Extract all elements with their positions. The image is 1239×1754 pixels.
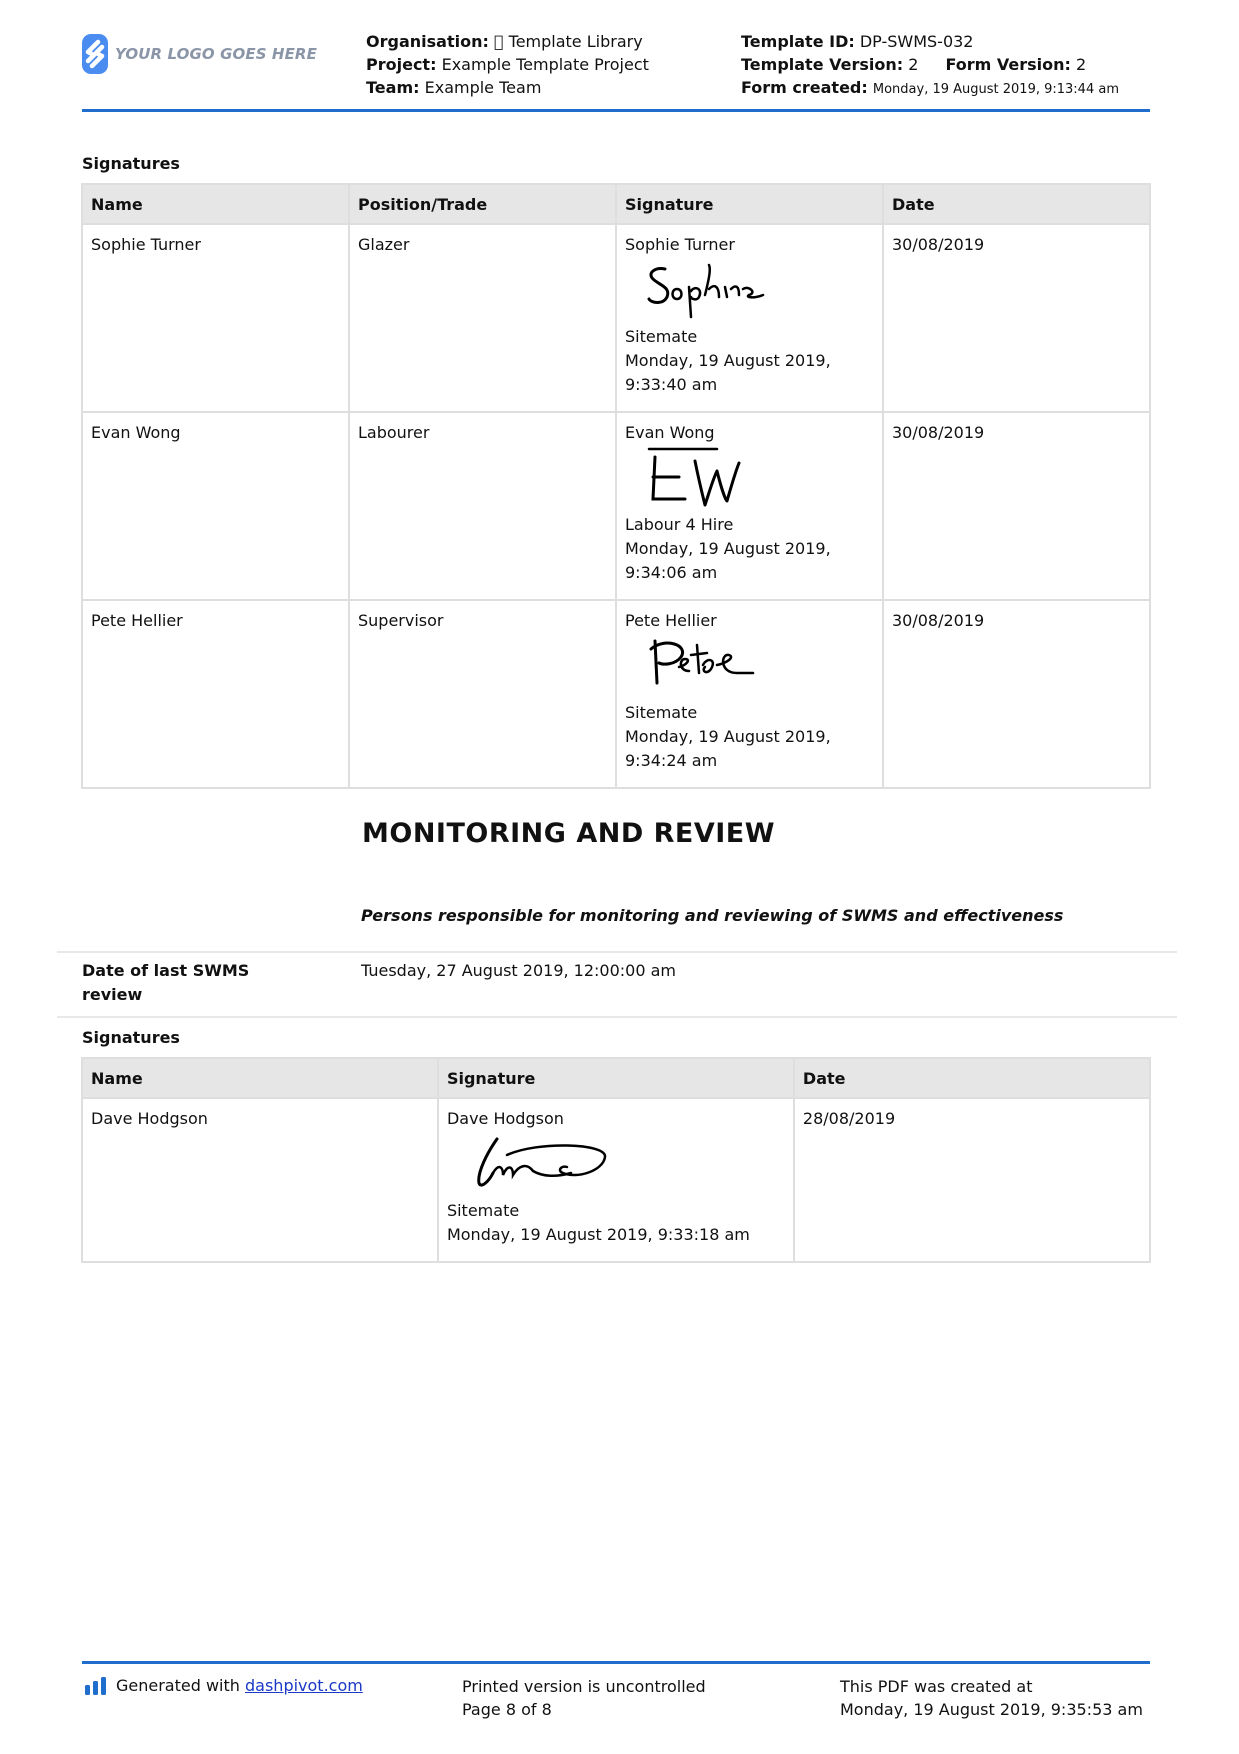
signed-timestamp-line-2: 9:33:40 am bbox=[625, 375, 718, 394]
form-created-line bbox=[741, 76, 1119, 101]
organisation-value: Template Library bbox=[493, 32, 628, 51]
table-row bbox=[82, 224, 1150, 412]
pdf-created-timestamp: Monday, 19 August 2019, 9:35:53 am bbox=[840, 1700, 1143, 1719]
column-header-name: Name bbox=[82, 184, 349, 224]
template-version-label: Template Version: bbox=[741, 55, 904, 74]
monitoring-section-subtitle: Persons responsible for monitoring and reviewing of SWMS and effectiveness bbox=[361, 906, 1064, 925]
signed-timestamp-line-1: Monday, 19 August 2019, bbox=[625, 727, 831, 746]
handwritten-signature-image bbox=[645, 447, 775, 507]
form-version-label: Form Version: bbox=[945, 55, 1071, 74]
template-id-label: Template ID: bbox=[741, 32, 855, 51]
cell-date: 30/08/2019 bbox=[883, 412, 1150, 600]
header-template-block bbox=[741, 30, 1119, 101]
team-label: Team: bbox=[366, 78, 420, 97]
team-line bbox=[366, 76, 649, 99]
cell-signature bbox=[616, 224, 883, 412]
last-review-label-line-1: Date of last SWMS bbox=[82, 961, 250, 980]
cell-signature bbox=[616, 600, 883, 788]
signer-organisation: Sitemate bbox=[446, 1201, 520, 1220]
column-header-date: Date bbox=[883, 184, 1150, 224]
review-signatures-heading: Signatures bbox=[82, 1028, 180, 1047]
cell-position: Supervisor bbox=[349, 600, 616, 788]
signer-name: Dave Hodgson bbox=[446, 1109, 564, 1128]
signer-name: Pete Hellier bbox=[625, 611, 717, 630]
form-created-label: Form created: bbox=[741, 78, 868, 97]
cell-date: 30/08/2019 bbox=[883, 600, 1150, 788]
header-divider bbox=[82, 109, 1150, 112]
version-line bbox=[741, 53, 1119, 76]
project-value: Example Template Project bbox=[441, 55, 649, 74]
table-row bbox=[82, 600, 1150, 788]
dashpivot-link[interactable]: dashpivot.com bbox=[245, 1676, 363, 1695]
table-header-row bbox=[82, 184, 1150, 224]
cell-name: Evan Wong bbox=[82, 412, 349, 600]
column-header-signature: Signature bbox=[438, 1058, 794, 1098]
cell-name: Dave Hodgson bbox=[82, 1098, 438, 1262]
table-row bbox=[82, 412, 1150, 600]
logo-mark-icon bbox=[82, 34, 108, 74]
pdf-created-label: This PDF was created at bbox=[840, 1677, 1033, 1696]
table-row bbox=[82, 1098, 1150, 1262]
cell-signature bbox=[438, 1098, 794, 1262]
table-header-row bbox=[82, 1058, 1150, 1098]
cell-position: Glazer bbox=[349, 224, 616, 412]
column-header-name: Name bbox=[82, 1058, 438, 1098]
footer-created-info bbox=[840, 1675, 1143, 1721]
cell-date: 28/08/2019 bbox=[794, 1098, 1150, 1262]
cell-name: Sophie Turner bbox=[82, 224, 349, 412]
organisation-label: Organisation: bbox=[366, 32, 489, 51]
signer-organisation: Sitemate bbox=[625, 703, 698, 722]
project-line bbox=[366, 53, 649, 76]
handwritten-signature-image bbox=[467, 1133, 617, 1193]
column-header-signature: Signature bbox=[616, 184, 883, 224]
logo-text: YOUR LOGO GOES HERE bbox=[115, 45, 317, 63]
signed-timestamp-line-2: 9:34:06 am bbox=[625, 563, 718, 582]
uncontrolled-notice: Printed version is uncontrolled bbox=[462, 1677, 706, 1696]
handwritten-signature-image bbox=[645, 259, 775, 319]
signatures-table bbox=[81, 183, 1151, 789]
handwritten-signature-image bbox=[645, 635, 775, 695]
page-number: Page 8 of 8 bbox=[462, 1700, 552, 1719]
last-review-label bbox=[82, 959, 249, 1007]
team-value: Example Team bbox=[424, 78, 542, 97]
cell-date: 30/08/2019 bbox=[883, 224, 1150, 412]
signed-timestamp-line-2: 9:34:24 am bbox=[625, 751, 718, 770]
form-created-value: Monday, 19 August 2019, 9:13:44 am bbox=[872, 82, 1119, 97]
organisation-line bbox=[366, 30, 649, 53]
dashpivot-bars-icon bbox=[84, 1676, 108, 1696]
generated-prefix: Generated with bbox=[116, 1676, 245, 1695]
last-review-value: Tuesday, 27 August 2019, 12:00:00 am bbox=[361, 961, 677, 980]
column-header-position: Position/Trade bbox=[349, 184, 616, 224]
column-header-date: Date bbox=[794, 1058, 1150, 1098]
template-id-value: DP-SWMS-032 bbox=[859, 32, 974, 51]
divider bbox=[57, 1016, 1177, 1018]
cell-name: Pete Hellier bbox=[82, 600, 349, 788]
signer-organisation: Labour 4 Hire bbox=[625, 515, 734, 534]
project-label: Project: bbox=[366, 55, 437, 74]
divider bbox=[57, 951, 1177, 953]
last-review-label-line-2: review bbox=[82, 985, 143, 1004]
footer-divider bbox=[82, 1661, 1150, 1664]
company-logo bbox=[82, 33, 317, 75]
review-signatures-table bbox=[81, 1057, 1151, 1263]
signer-organisation: Sitemate bbox=[625, 327, 698, 346]
signed-timestamp: Monday, 19 August 2019, 9:33:18 am bbox=[446, 1225, 750, 1244]
footer-print-info bbox=[462, 1675, 706, 1721]
signatures-heading: Signatures bbox=[82, 154, 180, 173]
cell-signature bbox=[616, 412, 883, 600]
template-id-line bbox=[741, 30, 1119, 53]
signer-name: Sophie Turner bbox=[625, 235, 735, 254]
template-version-value: 2 bbox=[908, 55, 919, 74]
monitoring-section-title: MONITORING AND REVIEW bbox=[362, 818, 776, 849]
signed-timestamp-line-1: Monday, 19 August 2019, bbox=[625, 351, 831, 370]
generated-with bbox=[84, 1674, 363, 1697]
signer-name: Evan Wong bbox=[625, 423, 715, 442]
cell-position: Labourer bbox=[349, 412, 616, 600]
header-org-block bbox=[366, 30, 649, 99]
signed-timestamp-line-1: Monday, 19 August 2019, bbox=[625, 539, 831, 558]
form-version-value: 2 bbox=[1075, 55, 1087, 74]
